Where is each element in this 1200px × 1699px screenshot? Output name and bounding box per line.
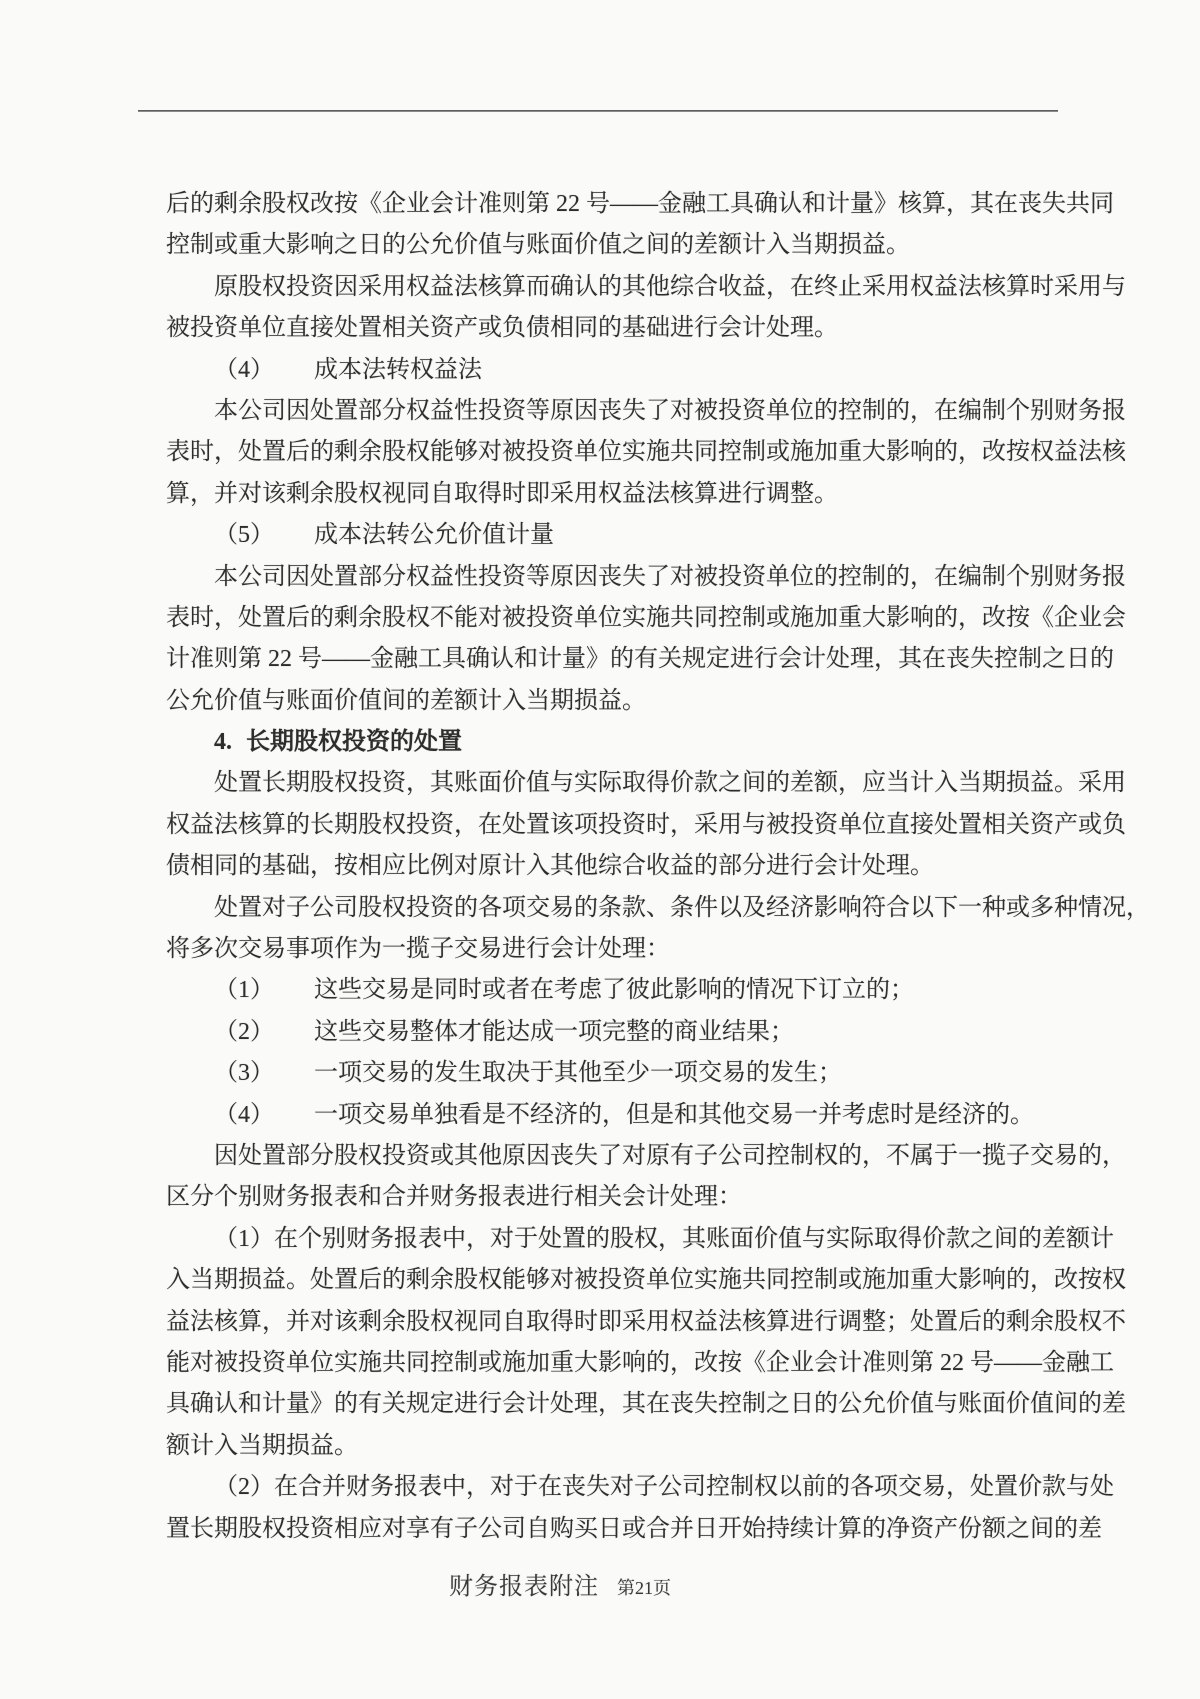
text-line (166, 1012, 1036, 1053)
text-line: 表时，处置后的剩余股权不能对被投资单位实施共同控制或施加重大影响的，改按《企业会 (166, 604, 1126, 631)
line-text: 成本法转权益法 (314, 356, 482, 383)
text-line: 算，并对该剩余股权视同自取得时即采用权益法核算进行调整。 (166, 480, 838, 507)
text-line: 因处置部分股权投资或其他原因丧失了对原有子公司控制权的，不属于一揽子交易的， (214, 1142, 1126, 1169)
text-line: 处置对子公司股权投资的各项交易的条款、条件以及经济影响符合以下一种或多种情况， (214, 894, 1150, 921)
document-body (166, 184, 1150, 1550)
text-line (166, 970, 1036, 1011)
text-line: 被投资单位直接处置相关资产或负债相同的基础进行会计处理。 (166, 315, 838, 342)
text-line (166, 1053, 1036, 1094)
header-rule (138, 110, 1058, 112)
text-line: 控制或重大影响之日的公允价值与账面价值之间的差额计入当期损益。 (166, 232, 910, 259)
text-line: 表时，处置后的剩余股权能够对被投资单位实施共同控制或施加重大影响的，改按权益法核 (166, 439, 1126, 466)
text-line: 置长期股权投资相应对享有子公司自购买日或合并日开始持续计算的净资产份额之间的差 (166, 1515, 1102, 1542)
text-line: 能对被投资单位实施共同控制或施加重大影响的，改按《企业会计准则第 22 号——金融工 (166, 1349, 1114, 1376)
text-line: 公允价值与账面价值间的差额计入当期损益。 (166, 687, 646, 714)
text-line (166, 1095, 1036, 1136)
line-label: （3） (214, 1060, 274, 1087)
line-text: 一项交易的发生取决于其他至少一项交易的发生； (314, 1060, 842, 1087)
footer-title: 财务报表附注 (449, 1574, 599, 1600)
text-line: （1）在个别财务报表中，对于处置的股权，其账面价值与实际取得价款之间的差额计 (214, 1225, 1114, 1252)
text-line: 区分个别财务报表和合并财务报表进行相关会计处理： (166, 1184, 742, 1211)
line-text: 这些交易整体才能达成一项完整的商业结果； (314, 1018, 794, 1045)
line-label: （5） (214, 522, 274, 549)
text-line: 原股权投资因采用权益法核算而确认的其他综合收益，在终止采用权益法核算时采用与 (214, 273, 1126, 300)
text-line: 将多次交易事项作为一揽子交易进行会计处理： (166, 936, 670, 963)
text-line: 额计入当期损益。 (166, 1432, 358, 1459)
text-line: 计准则第 22 号——金融工具确认和计量》的有关规定进行会计处理，其在丧失控制之日的 (166, 646, 1114, 673)
line-text: 这些交易是同时或者在考虑了彼此影响的情况下订立的； (314, 977, 914, 1004)
text-line: 具确认和计量》的有关规定进行会计处理，其在丧失控制之日的公允价值与账面价值间的差 (166, 1391, 1126, 1418)
line-label: （4） (214, 356, 274, 383)
line-label: 4. (214, 729, 232, 756)
text-line (166, 515, 1036, 556)
line-text: 长期股权投资的处置 (246, 729, 462, 756)
text-line: （2）在合并财务报表中，对于在丧失对子公司控制权以前的各项交易，处置价款与处 (214, 1474, 1114, 1501)
line-label: （4） (214, 1101, 274, 1128)
text-line: 益法核算，并对该剩余股权视同自取得时即采用权益法核算进行调整；处置后的剩余股权不 (166, 1308, 1126, 1335)
line-label: （2） (214, 1018, 274, 1045)
footer-page-number: 第21页 (617, 1578, 671, 1598)
text-line (166, 350, 1036, 391)
line-label: （1） (214, 977, 274, 1004)
text-line: 本公司因处置部分权益性投资等原因丧失了对被投资单位的控制的，在编制个别财务报 (214, 563, 1126, 590)
text-line: 本公司因处置部分权益性投资等原因丧失了对被投资单位的控制的，在编制个别财务报 (214, 397, 1126, 424)
text-line: 后的剩余股权改按《企业会计准则第 22 号——金融工具确认和计量》核算，其在丧失共同 (166, 191, 1114, 217)
page-footer (449, 1566, 671, 1601)
text-line: 债相同的基础，按相应比例对原计入其他综合收益的部分进行会计处理。 (166, 853, 934, 880)
section-heading (166, 722, 1036, 763)
text-line: 处置长期股权投资，其账面价值与实际取得价款之间的差额，应当计入当期损益。采用 (214, 770, 1126, 797)
line-text: 成本法转公允价值计量 (314, 522, 554, 549)
text-line: 权益法核算的长期股权投资，在处置该项投资时，采用与被投资单位直接处置相关资产或负 (166, 811, 1126, 838)
text-line: 入当期损益。处置后的剩余股权能够对被投资单位实施共同控制或施加重大影响的，改按权 (166, 1267, 1126, 1294)
line-text: 一项交易单独看是不经济的，但是和其他交易一并考虑时是经济的。 (314, 1101, 1034, 1128)
